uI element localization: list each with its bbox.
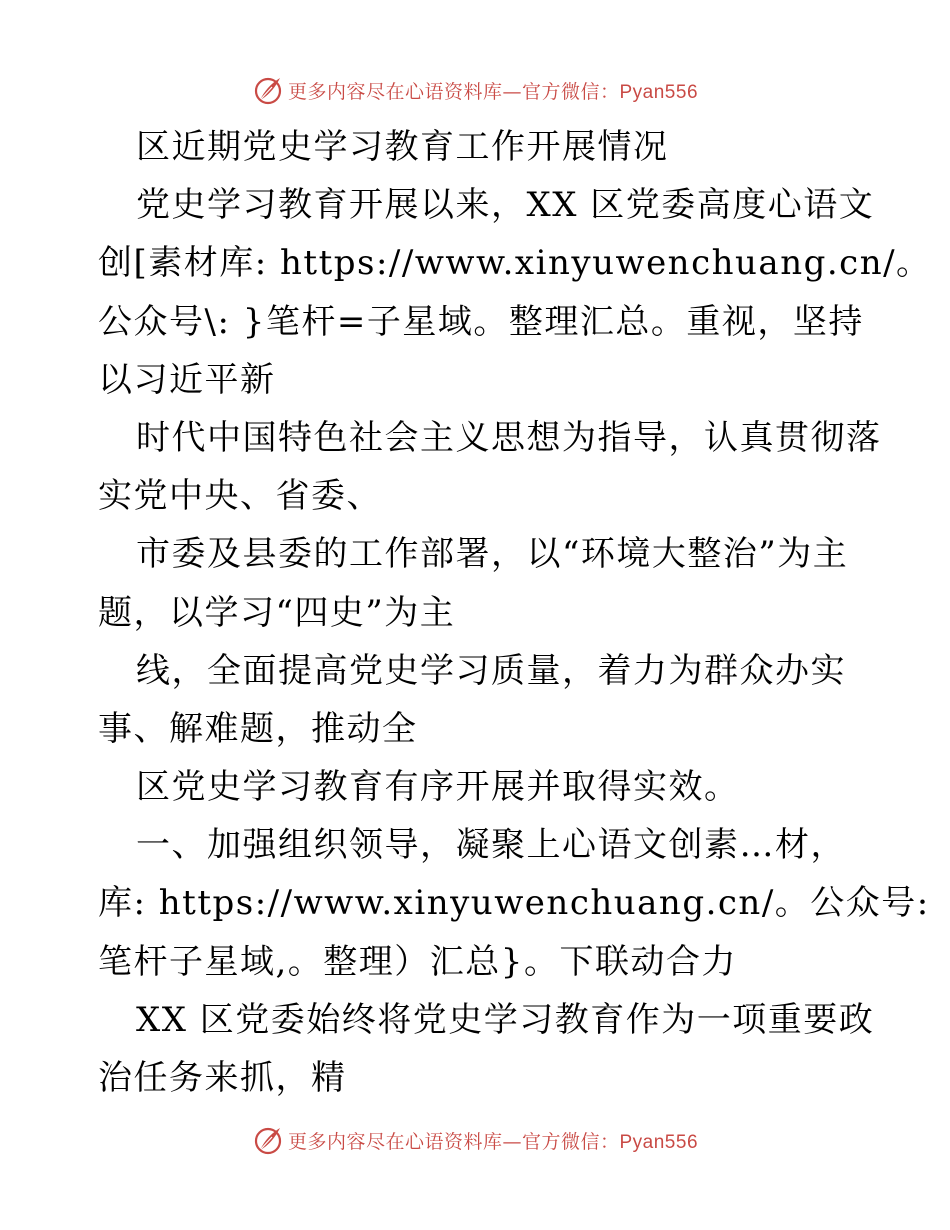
watermark-text [288, 77, 698, 104]
watermark-wechat-id: Pyan556 [619, 1131, 699, 1153]
document-body [98, 118, 932, 1107]
text-line: XX 区党委始终将党史学习教育作为一项重要政 [136, 999, 875, 1040]
page-header-watermark [0, 70, 950, 110]
text-line: 以习近平新 [98, 359, 276, 400]
text-line: 题，以学习“四史”为主 [98, 592, 456, 633]
text-line: 实党中央、省委、 [98, 476, 382, 517]
feather-pen-icon [252, 74, 284, 106]
watermark-wechat-id: Pyan556 [619, 81, 699, 103]
text-line: 区党史学习教育有序开展并取得实效。 [136, 767, 740, 808]
text-line: 事、解难题，推动全 [98, 708, 418, 749]
watermark-label: 更多内容尽在心语资料库—官方微信： [287, 1130, 620, 1153]
text-line: 库: https://www.xinyuwenchuang.cn/。公众号: [98, 883, 930, 924]
text-line: 党史学习教育开展以来，XX 区党委高度心语文 [136, 185, 875, 226]
watermark-label: 更多内容尽在心语资料库—官方微信： [287, 80, 620, 103]
text-line: 创[素材库: https://www.xinyuwenchuang.cn/。 [98, 243, 932, 284]
text-line: 区近期党史学习教育工作开展情况 [136, 127, 669, 167]
text-line: 时代中国特色社会主义思想为指导，认真贯彻落 [136, 417, 882, 458]
text-line: 线，全面提高党史学习质量，着力为群众办实 [136, 650, 846, 691]
text-line: 笔杆子星域,。整理）汇总}。下联动合力 [98, 941, 737, 982]
text-line: 治任务来抓，精 [98, 1058, 347, 1098]
text-line: 市委及县委的工作部署，以“环境大整治”为主 [136, 534, 849, 575]
text-line: 一、加强组织领导，凝聚上心语文创素…材， [136, 825, 846, 866]
feather-pen-icon [252, 1124, 284, 1156]
page-footer-watermark [0, 1120, 950, 1160]
text-line: 公众号\: }笔杆=子星域。整理汇总。重视，坚持 [98, 301, 864, 342]
watermark-text [288, 1127, 698, 1154]
